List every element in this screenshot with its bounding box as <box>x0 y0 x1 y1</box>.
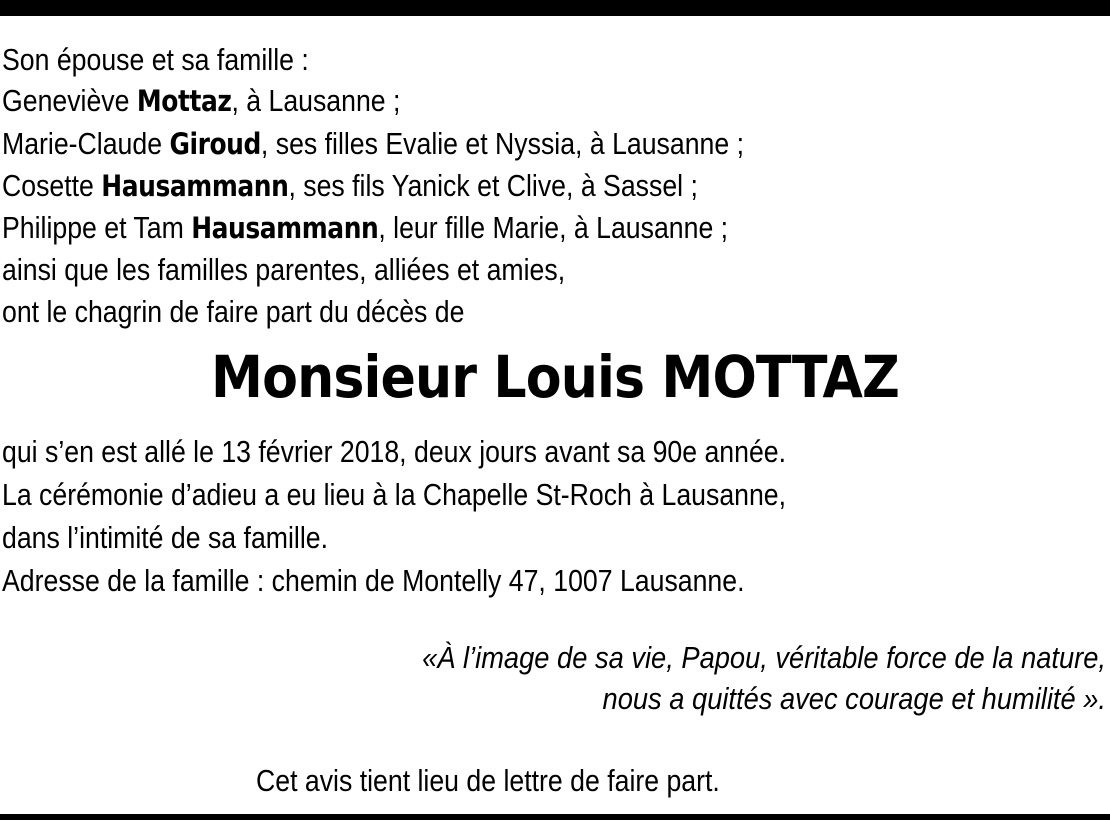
member-details: , ses fils Yanick et Clive, à Sassel ; <box>288 167 698 203</box>
member-details: , leur fille Marie, à Lausanne ; <box>378 210 729 246</box>
ceremony-details <box>2 430 1102 602</box>
family-member-line <box>2 165 948 207</box>
family-member-line <box>2 207 948 249</box>
member-first-name: Marie-Claude <box>2 125 170 161</box>
quote-line: «À l’image de sa vie, Papou, véritable force de la nature, <box>422 640 1106 675</box>
member-details: , à Lausanne ; <box>231 83 401 119</box>
member-first-name: Geneviève <box>2 83 137 119</box>
closing-notice: Cet avis tient lieu de lettre de faire part. <box>256 763 720 798</box>
family-announcement <box>2 39 1102 332</box>
bottom-border-rule <box>0 814 1110 820</box>
member-first-name: Cosette <box>2 167 102 203</box>
intro-line: Son épouse et sa famille : <box>2 42 309 77</box>
member-family-name: Hausammann <box>101 168 289 203</box>
intro-line: ont le chagrin de faire part du décès de <box>2 293 465 329</box>
member-family-name: Giroud <box>169 126 261 161</box>
family-member-line <box>2 123 948 165</box>
member-first-name: Philippe et Tam <box>2 210 192 246</box>
detail-line: Adresse de la famille : chemin de Montelly 47, 1007 Lausanne. <box>2 563 745 598</box>
memorial-quote <box>106 637 1106 719</box>
member-details: , ses filles Evalie et Nyssia, à Lausanne ; <box>260 125 745 161</box>
member-family-name: Hausammann <box>191 211 379 246</box>
family-member-line <box>2 80 948 122</box>
detail-line: dans l’intimité de sa famille. <box>2 520 328 555</box>
member-family-name: Mottaz <box>136 84 232 119</box>
intro-line: ainsi que les familles parentes, alliées et amies, <box>2 252 566 288</box>
deceased-name: Monsieur Louis MOTTAZ <box>211 343 899 411</box>
quote-line: nous a quittés avec courage et humilité ». <box>602 681 1106 716</box>
detail-line: La cérémonie d’adieu a eu lieu à la Chapelle St-Roch à Lausanne, <box>2 477 787 512</box>
top-border-rule <box>0 0 1110 16</box>
detail-line: qui s’en est allé le 13 février 2018, deux jours avant sa 90e année. <box>2 434 787 469</box>
